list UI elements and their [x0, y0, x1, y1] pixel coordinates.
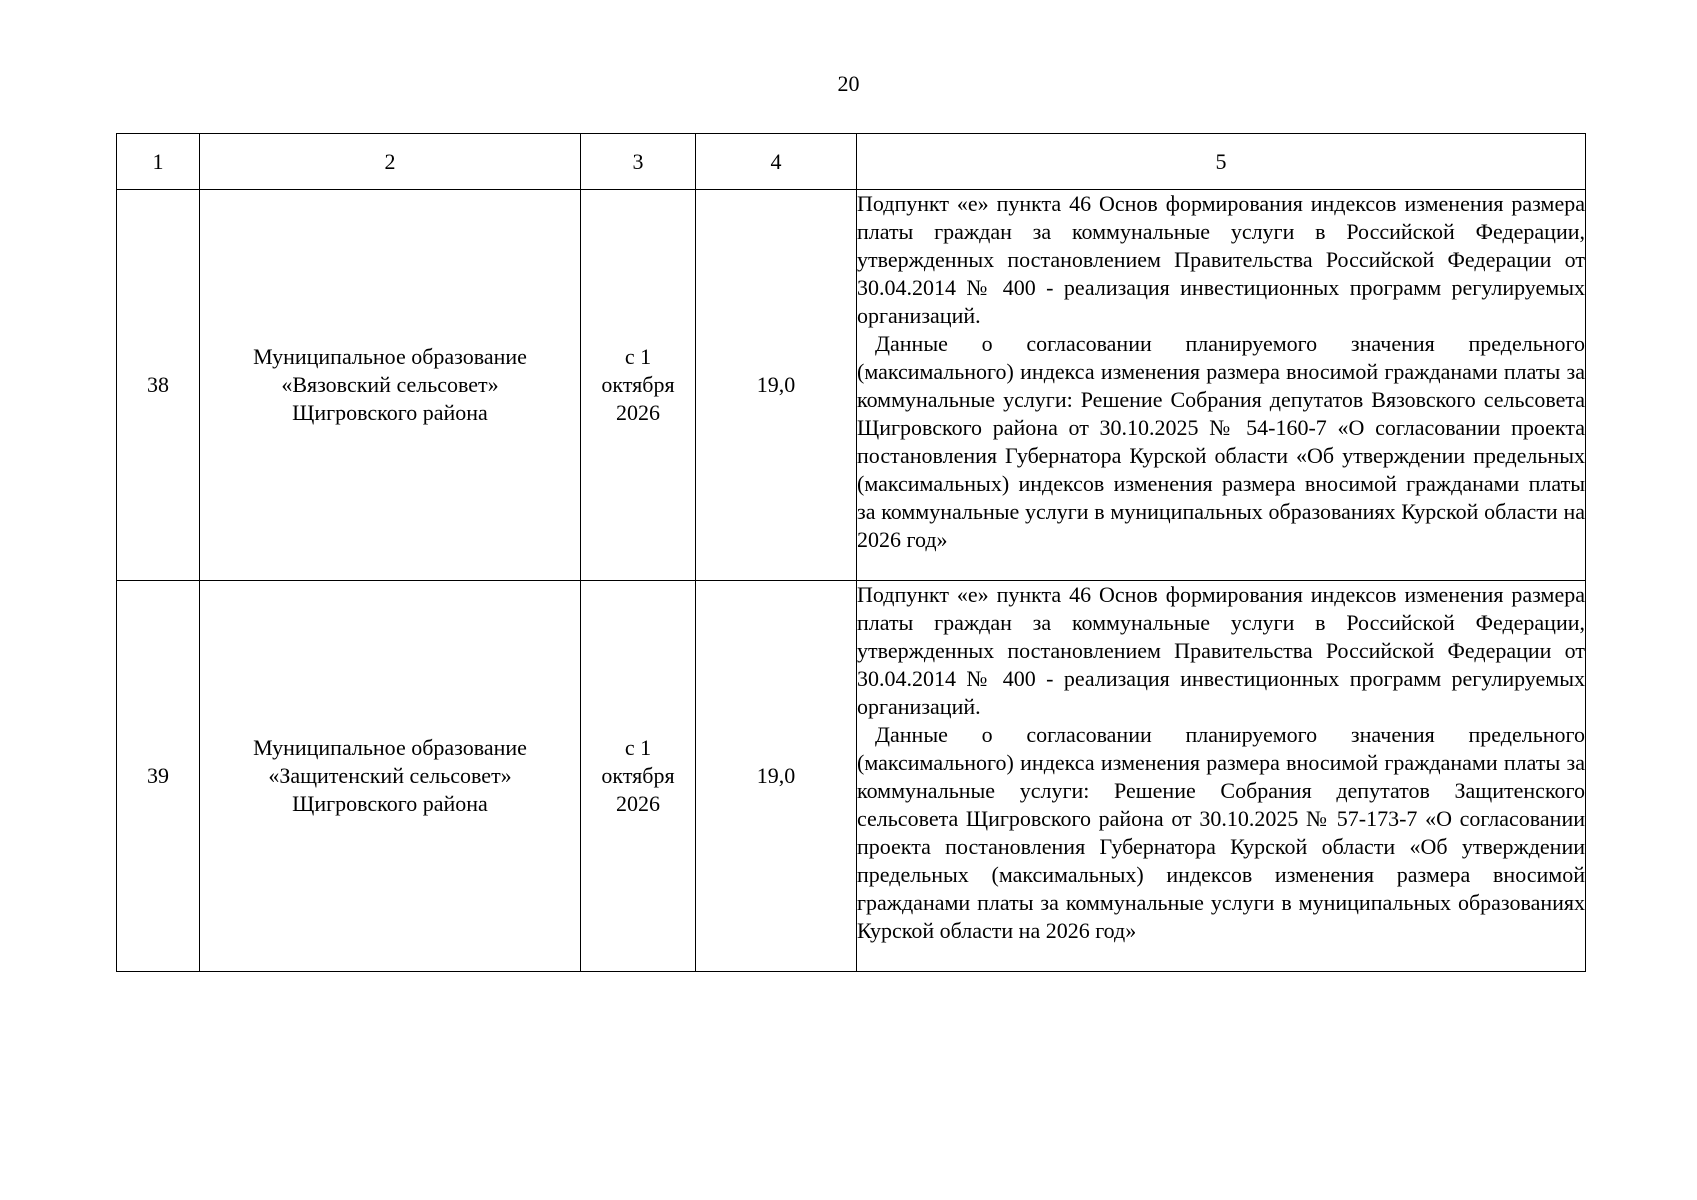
basis-paragraph: Подпункт «е» пункта 46 Основ формирования индексов изменения размера платы граждан за коммунальные услуги в Российской Федерации, утвержденных постановлением Правительства Российской Федерации от 30.04.2014 № 400 - реализация инвестиционных программ регулируемых организаций. — [857, 191, 1585, 328]
date-line: 2026 — [616, 791, 660, 816]
municipality-line: «Вязовский сельсовет» — [281, 372, 499, 397]
column-header-5: 5 — [857, 134, 1586, 190]
municipality-line: Щигровского района — [292, 400, 488, 425]
date-line: с 1 — [624, 344, 652, 369]
basis-cell — [857, 190, 1586, 581]
effective-date-cell — [581, 190, 696, 581]
index-value-cell: 19,0 — [696, 581, 857, 972]
page-number: 20 — [837, 71, 860, 96]
row-number: 38 — [117, 190, 200, 581]
municipality-line: Щигровского района — [292, 791, 488, 816]
table-row — [117, 581, 1586, 972]
index-value-cell: 19,0 — [696, 190, 857, 581]
municipality-line: «Защитенский сельсовет» — [268, 763, 512, 788]
basis-paragraph: Подпункт «е» пункта 46 Основ формирования индексов изменения размера платы граждан за коммунальные услуги в Российской Федерации, утвержденных постановлением Правительства Российской Федерации от 30.04.2014 № 400 - реализация инвестиционных программ регулируемых организаций. — [857, 582, 1585, 719]
municipality-cell — [200, 581, 581, 972]
column-header-3: 3 — [581, 134, 696, 190]
municipality-line: Муниципальное образование — [253, 735, 527, 760]
date-line: с 1 — [624, 735, 652, 760]
column-header-1: 1 — [117, 134, 200, 190]
date-line: 2026 — [616, 400, 660, 425]
column-header-2: 2 — [200, 134, 581, 190]
municipality-cell — [200, 190, 581, 581]
column-header-4: 4 — [696, 134, 857, 190]
basis-paragraph: Данные о согласовании планируемого значения предельного (максимального) индекса изменения размера вносимой гражданами платы за коммунальные услуги: Решение Собрания депутатов Защитенского сельсовета Щигровского района от 30.10.2025 № 57-173-7 «О согласовании проекта постановления Губернатора Курской области «Об утверждении предельных (максимальных) индексов изменения размера вносимой гражданами платы за коммунальные услуги в муниципальных образованиях Курской области на 2026 год» — [857, 722, 1585, 943]
document-table — [116, 133, 1586, 972]
table-row — [117, 190, 1586, 581]
municipality-line: Муниципальное образование — [253, 344, 527, 369]
date-line: октября — [601, 372, 675, 397]
effective-date-cell — [581, 581, 696, 972]
date-line: октября — [601, 763, 675, 788]
basis-paragraph: Данные о согласовании планируемого значения предельного (максимального) индекса изменения размера вносимой гражданами платы за коммунальные услуги: Решение Собрания депутатов Вязовского сельсовета Щигровского района от 30.10.2025 № 54-160-7 «О согласовании проекта постановления Губернатора Курской области «Об утверждении предельных (максимальных) индексов изменения размера вносимой гражданами платы за коммунальные услуги в муниципальных образованиях Курской области на 2026 год» — [857, 331, 1585, 552]
basis-cell — [857, 581, 1586, 972]
table-header-row — [117, 134, 1586, 190]
row-number: 39 — [117, 581, 200, 972]
